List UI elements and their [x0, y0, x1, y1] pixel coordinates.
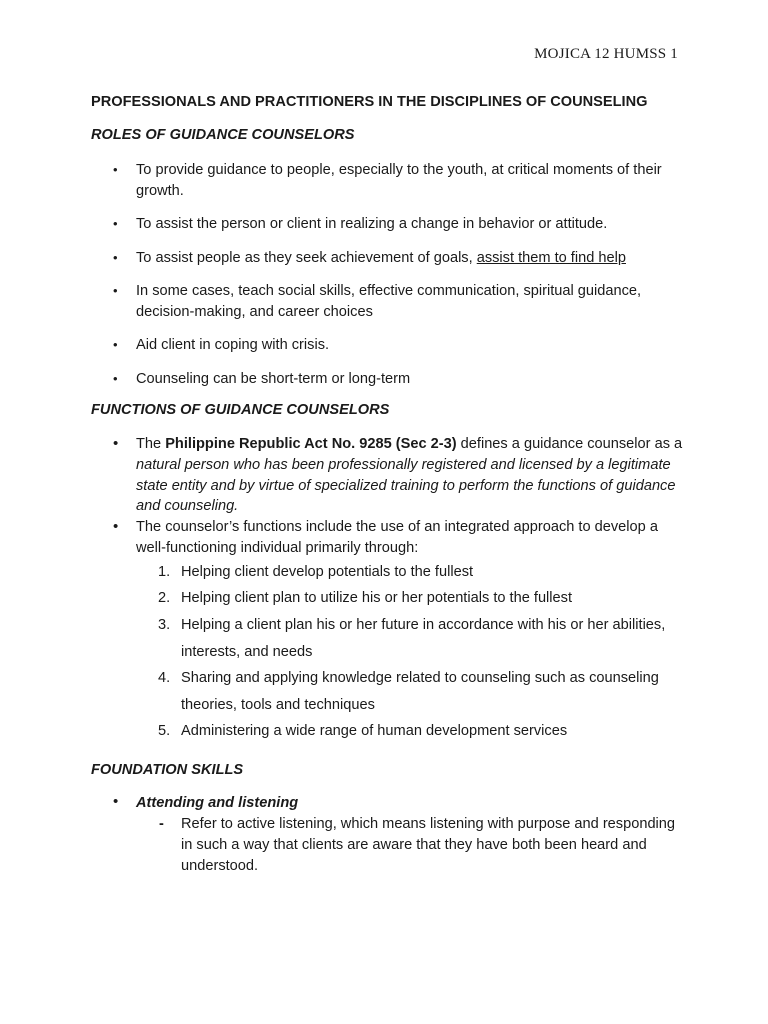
numbered-list — [136, 559, 691, 745]
numbered-item — [136, 612, 691, 665]
foundation-skill-label: Attending and listening — [136, 795, 299, 811]
item-number: 2. — [158, 590, 171, 607]
foundation-skill-text: Refer to active listening, which means listening with purpose and responding in such a way that clients are aware that they have both been heard and understood. — [181, 816, 676, 874]
foundation-skill-description — [159, 814, 681, 876]
numbered-item — [136, 665, 691, 718]
bullet-icon: • — [113, 216, 118, 232]
list-item — [91, 214, 681, 235]
roles-item-3: To assist people as they seek achievement of goals, — [136, 249, 477, 266]
bullet-icon: • — [113, 518, 119, 536]
roles-list — [91, 160, 681, 402]
numbered-item — [136, 585, 691, 612]
dash-icon: - — [159, 816, 164, 832]
list-item — [91, 335, 681, 356]
item-number: 3. — [158, 616, 171, 633]
item-number: 4. — [158, 670, 171, 687]
item-number: 5. — [158, 723, 171, 740]
bullet-icon: • — [113, 370, 118, 386]
roles-item-1: To provide guidance to people, especially to the youth, at critical moments of their growth. — [136, 162, 662, 199]
roles-item-5: Aid client in coping with crisis. — [136, 337, 330, 354]
numbered-item-text: Helping client develop potentials to the fullest — [181, 563, 474, 580]
document-title: PROFESSIONALS AND PRACTITIONERS IN THE DISCIPLINES OF COUNSELING — [91, 94, 648, 110]
numbered-item-text: Sharing and applying knowledge related to counseling such as counseling theories, tools and techniques — [181, 670, 659, 713]
numbered-item-text: Helping client plan to utilize his or her potentials to the fullest — [181, 590, 573, 607]
numbered-item — [136, 559, 691, 586]
roles-item-2: To assist the person or client in realizing a change in behavior or attitude. — [136, 216, 608, 233]
functions-item-2: The counselor’s functions include the use of an integrated approach to develop a well-functioning individual primarily through: — [136, 519, 658, 556]
roles-item-6: Counseling can be short-term or long-term — [136, 370, 411, 387]
page-header: MOJICA 12 HUMSS 1 — [534, 46, 678, 62]
list-item — [91, 793, 691, 814]
functions-item-1-prefix: The — [136, 436, 166, 452]
list-item — [91, 248, 681, 269]
counselor-definition: natural person who has been professionally registered and licensed by a legitimate state entity and by virtue of specialized training to perform the functions of guidance and counseling. — [136, 456, 676, 515]
numbered-item — [136, 718, 691, 745]
bullet-icon: • — [113, 249, 118, 265]
numbered-item-text: Helping a client plan his or her future in accordance with his or her abilities, interests, and needs — [181, 616, 666, 660]
roles-item-4: In some cases, teach social skills, effective communication, spiritual guidance, decision-making, and career choices — [136, 282, 642, 320]
functions-heading: FUNCTIONS OF GUIDANCE COUNSELORS — [91, 402, 390, 418]
list-item — [91, 281, 681, 323]
bullet-icon: • — [113, 282, 118, 298]
item-number: 1. — [158, 563, 171, 580]
functions-list — [91, 434, 691, 745]
roles-heading: ROLES OF GUIDANCE COUNSELORS — [91, 127, 355, 143]
roles-item-3-underlined: assist them to find help — [476, 249, 626, 266]
list-item — [91, 160, 681, 202]
bullet-icon: • — [113, 162, 118, 177]
list-item — [91, 434, 691, 517]
republic-act-reference: Philippine Republic Act No. 9285 (Sec 2-3) — [165, 436, 457, 452]
list-item — [91, 517, 691, 745]
bullet-icon: • — [113, 793, 119, 810]
list-item — [91, 369, 681, 390]
bullet-icon: • — [113, 435, 119, 452]
functions-item-1-mid: defines a guidance counselor as a — [456, 436, 683, 452]
foundation-heading: FOUNDATION SKILLS — [91, 762, 244, 778]
bullet-icon: • — [113, 337, 118, 353]
numbered-item-text: Administering a wide range of human development services — [181, 723, 568, 740]
